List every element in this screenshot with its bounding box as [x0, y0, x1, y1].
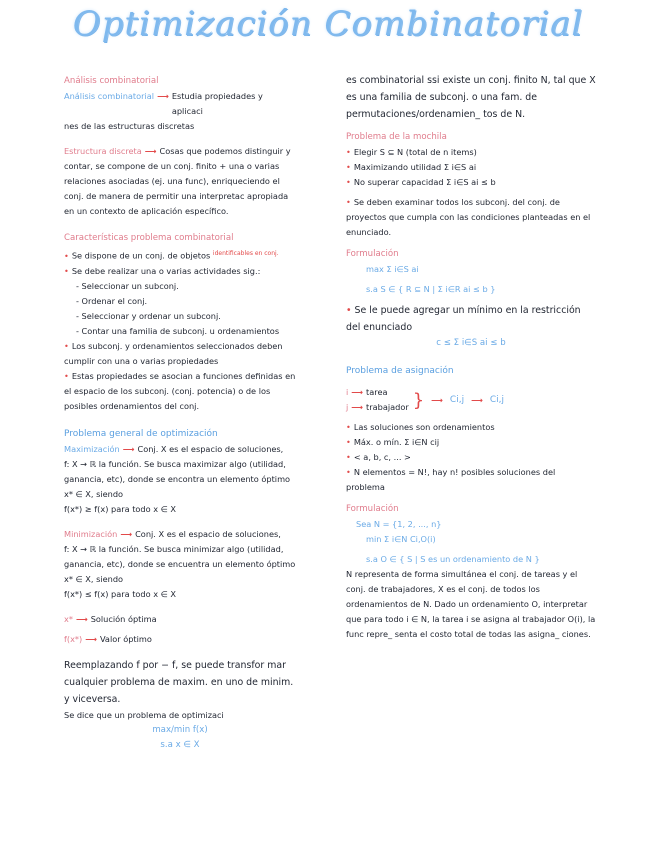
mochila-form-3: c ≤ Σ i∈S ai ≤ b — [436, 338, 506, 348]
formula-line-1: max/min f(x) — [152, 724, 208, 735]
bullet-icon: • — [64, 340, 69, 351]
asignacion-form-2: min Σ i∈N Ci,O(i) — [366, 534, 436, 544]
estructura-def-rest: contar, se compone de un conj. finito + una o varias relaciones asociadas (ej. una func), enriqueciendo el conj. de manera de permitir una interpretac apropiada en un contexto de aplicación específico. — [64, 161, 289, 216]
asignacion-bullet-3: • < a, b, c, ... > — [346, 452, 411, 462]
minimizacion-definition — [64, 527, 296, 542]
arrow-icon: ⟶ — [351, 387, 364, 397]
asignacion-bullet-2: • Máx. o mín. Σ i∈N cij — [346, 437, 440, 447]
fx-term: f(x*) — [64, 633, 83, 644]
caracteristicas-bullet-3: • Los subconj. y ordenamientos seleccionados deben cumplir con una o varias propiedades — [64, 340, 283, 366]
brace-icon: } — [412, 389, 425, 411]
caracteristicas-bullet-4: • Estas propiedades se asocian a funciones definidas en el espacio de los subconj. (conj. potencia) o de los posibles ordenamientos del conj. — [64, 370, 296, 411]
asignacion-formulacion-heading: Formulación — [346, 504, 399, 514]
xstar-definition — [64, 612, 296, 627]
asignacion-labels — [346, 385, 409, 415]
left-column — [64, 72, 296, 753]
bullet-icon: • — [346, 197, 351, 207]
caracteristicas-sub-4: - Contar una familia de subconj. u ordenamientos — [76, 325, 280, 336]
tarea-label: tarea — [366, 387, 388, 397]
minimizacion-eq: f(x*) ≤ f(x) para todo x ∈ X — [64, 588, 177, 599]
right-column — [346, 72, 596, 642]
bullet-icon: • — [346, 162, 351, 172]
analisis-def-rest: nes de las estructuras discretas — [64, 121, 195, 131]
estructura-definition — [64, 144, 296, 159]
cij-label: Ci,j — [449, 394, 465, 405]
asignacion-diagram — [346, 385, 596, 415]
maximizacion-eq: f(x*) ≥ f(x) para todo x ∈ X — [64, 503, 177, 514]
analisis-heading: Análisis combinatorial — [64, 76, 159, 86]
caracteristicas-sub-1: - Seleccionar un subconj. — [76, 280, 179, 291]
general-heading: Problema general de optimización — [64, 428, 218, 439]
j-label: j — [346, 402, 349, 412]
bullet-icon: • — [346, 177, 351, 187]
arrow-icon: ⟶ — [122, 443, 135, 454]
bullet-icon: • — [64, 265, 69, 276]
arrow-icon: ⟶ — [471, 394, 483, 405]
arrow-icon: ⟶ — [75, 613, 88, 624]
arrow-icon: ⟶ — [120, 528, 133, 539]
maximizacion-term: Maximización — [64, 443, 120, 454]
continuation-text: es combinatorial ssi existe un conj. finito N, tal que X es una familia de subconj. o una fam. de permutaciones/ordenamien_ tos de N. — [346, 75, 596, 120]
mochila-bullet-3: • No superar capacidad Σ i∈S ai ≤ b — [346, 177, 496, 187]
mochila-bullet-2: • Maximizando utilidad Σ i∈S ai — [346, 162, 477, 172]
mochila-formulacion-heading: Formulación — [346, 249, 399, 259]
bullet-icon: • — [64, 370, 69, 381]
asignacion-form-3: s.a O ∈ { S | S es un ordenamiento de N } — [366, 554, 540, 564]
caracteristicas-sub-3: - Seleccionar y ordenar un subconj. — [76, 310, 221, 321]
fx-definition — [64, 632, 296, 647]
xstar-def: Solución óptima — [90, 613, 157, 624]
se-dice-text: Se dice que un problema de optimizaci — [64, 709, 224, 720]
bullet-icon: • — [346, 452, 351, 462]
mochila-form-2: s.a S ∈ { R ⊆ N | Σ i∈R ai ≤ b } — [366, 284, 496, 294]
formula-line-2: s.a x ∈ X — [160, 739, 200, 750]
trabajador-label: trabajador — [366, 402, 409, 412]
arrow-icon: ⟶ — [157, 91, 169, 101]
bullet-icon: • — [64, 250, 69, 261]
arrow-icon: ⟶ — [85, 633, 97, 644]
estructura-def-lead: Cosas que podemos distinguir y — [159, 146, 291, 156]
minimizacion-term: Minimización — [64, 528, 118, 539]
analisis-def-lead: Estudia propiedades y aplicaci — [171, 91, 263, 116]
caracteristicas-heading: Características problema combinatorial — [64, 233, 234, 243]
bullet-icon: • — [346, 437, 351, 447]
mochila-form-1: max Σ i∈S ai — [366, 264, 419, 274]
caracteristicas-bullet-1: • Se dispone de un conj. de objetos $^{identificables en conj.}$ — [64, 250, 279, 261]
asignacion-form-1: Sea N = {1, 2, ..., n} — [356, 519, 442, 529]
minimizacion-lead: Conj. X es el espacio de soluciones, — [135, 528, 281, 539]
analisis-term: Análisis combinatorial — [64, 91, 155, 101]
cij-label-2: Ci,j — [489, 394, 504, 405]
bullet-icon: • — [346, 467, 351, 477]
analisis-definition — [64, 89, 296, 119]
caracteristicas-bullet-2: • Se debe realizar una o varias actividades sig.: — [64, 265, 261, 276]
caracteristicas-sub-2: - Ordenar el conj. — [76, 295, 148, 306]
mochila-bullet-5: • Se le puede agregar un mínimo en la restricción del enunciado — [346, 305, 581, 333]
arrow-icon: ⟶ — [144, 146, 157, 156]
minimizacion-rest: f: X → ℝ la función. Se busca minimizar algo (utilidad, ganancia, etc), donde se encuentra un elemento óptimo x* ∈ X, siendo — [64, 543, 296, 584]
fx-def: Valor óptimo — [99, 633, 152, 644]
estructura-term: Estructura discreta — [64, 146, 142, 156]
mochila-bullet-4: • Se deben examinar todos los subconj. del conj. de proyectos que cumpla con las condiciones planteadas en el enunciado. — [346, 197, 591, 237]
maximizacion-definition — [64, 442, 296, 457]
arrow-icon: ⟶ — [351, 402, 364, 412]
maximizacion-lead: Conj. X es el espacio de soluciones, — [137, 443, 284, 454]
arrow-icon: ⟶ — [431, 394, 443, 405]
bullet-icon: • — [346, 305, 352, 316]
xstar-term: x* — [64, 613, 73, 624]
page-title: Optimización Combinatorial — [72, 4, 584, 44]
asignacion-bullet-1: • Las soluciones son ordenamientos — [346, 422, 495, 432]
i-label: i — [346, 387, 349, 397]
asignacion-heading: Problema de asignación — [346, 366, 454, 376]
maximizacion-rest: f: X → ℝ la función. Se busca maximizar algo (utilidad, ganancia, etc), donde se encontra un elemento óptimo x* ∈ X, siendo — [64, 458, 291, 499]
bullet-icon: • — [346, 147, 351, 157]
mochila-heading: Problema de la mochila — [346, 132, 447, 142]
asignacion-bullet-4: • N elementos = N!, hay n! posibles soluciones del problema — [346, 467, 556, 492]
bullet-icon: • — [346, 422, 351, 432]
asignacion-description: N representa de forma simultánea el conj. de tareas y el conj. de trabajadores, X es el conj. de todos los ordenamientos de N. Dado un ordenamiento O, interpretar que para todo i ∈ N, la tarea i se asigna al trabajador O(i), la func repre_ senta el costo total de todas las asigna_ ciones. — [346, 569, 596, 639]
reemplazando-text: Reemplazando f por − f, se puede transfor mar cualquier problema de maxim. en uno de minim. y viceversa. — [64, 659, 294, 705]
caracteristicas-tag: identificables en conj. — [212, 250, 279, 257]
mochila-bullet-1: • Elegir S ⊆ N (total de n items) — [346, 147, 477, 157]
